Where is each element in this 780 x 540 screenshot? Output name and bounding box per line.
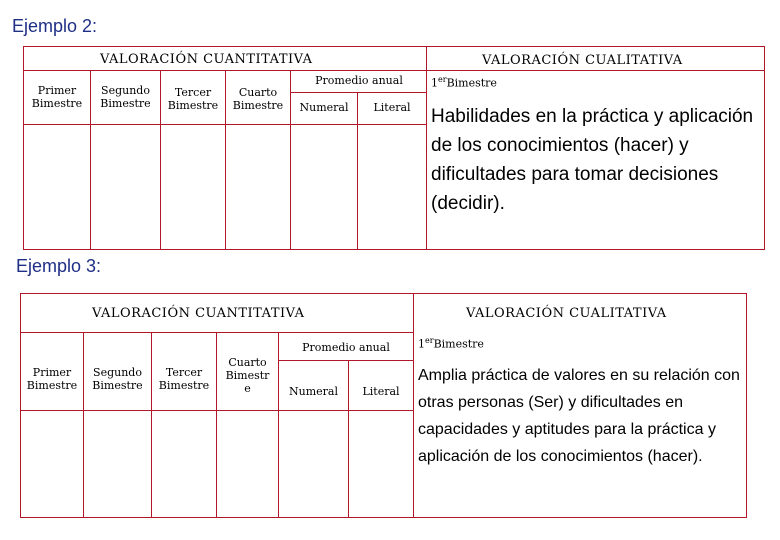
example2-heading: Ejemplo 2: (12, 16, 98, 36)
example2-col-primer: Primer Bimestre (31, 84, 83, 111)
example3-col-segundo: Segundo Bimestre (92, 366, 143, 393)
example2-description: Habilidades en la práctica y aplicación de los conocimientos (hacer) y dificultades para tomar decisiones (decidir). (431, 106, 754, 214)
example3-first-bimestre: 1erBimestre (418, 336, 484, 351)
example2-col-cuarto: Cuarto Bimestre (232, 86, 284, 113)
example2-qual-title: VALORACIÓN CUALITATIVA (482, 53, 683, 68)
example2-col-tercer: Tercer Bimestre (167, 86, 219, 113)
example2-col-segundo: Segundo Bimestre (100, 84, 151, 111)
example3-qual-title: VALORACIÓN CUALITATIVA (466, 306, 667, 321)
example2-numeral: Numeral (299, 101, 349, 114)
example3-promedio-anual: Promedio anual (302, 341, 390, 354)
example2-promedio-anual: Promedio anual (315, 74, 403, 87)
example3-col-tercer: Tercer Bimestre (158, 366, 210, 393)
example3-numeral: Numeral (289, 385, 338, 398)
example3-heading: Ejemplo 3: (16, 256, 102, 276)
example3-quant-title: VALORACIÓN CUANTITATIVA (92, 306, 305, 321)
example2-literal: Literal (373, 101, 411, 114)
example3-col-cuarto: Cuarto Bimestr e (225, 356, 270, 396)
example2-quant-title: VALORACIÓN CUANTITATIVA (100, 52, 313, 67)
example3-col-primer: Primer Bimestre (26, 366, 78, 393)
example3-literal: Literal (362, 385, 400, 398)
example2-first-bimestre: 1erBimestre (431, 75, 497, 90)
example3-description: Amplia práctica de valores en su relación con otras personas (Ser) y dificultades en capacidades y aptitudes para la práctica y aplicación de los conocimientos (hacer). (418, 367, 740, 465)
